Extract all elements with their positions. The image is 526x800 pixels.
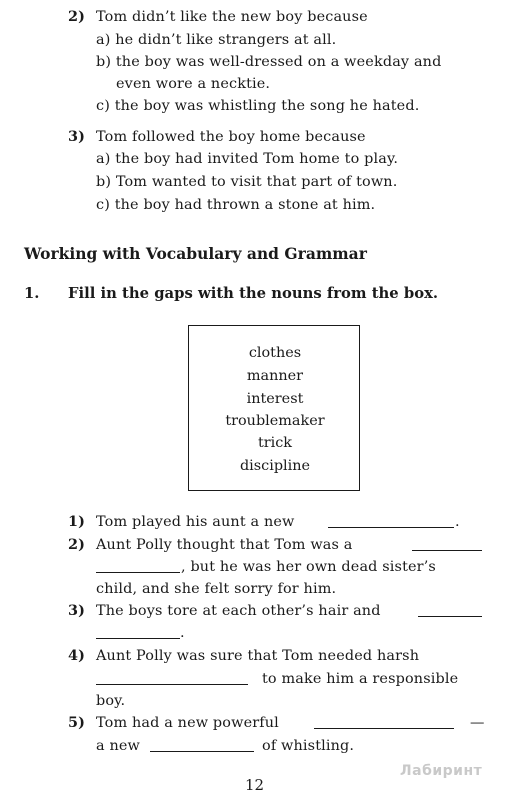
gap1-blank: [328, 527, 454, 528]
word-box-item: trick: [257, 435, 293, 451]
gap2-number: 2): [68, 536, 86, 553]
word-box-item: interest: [246, 391, 304, 407]
gap2-blank-part2: [96, 572, 180, 573]
task-number: 1.: [24, 285, 40, 302]
gap3-blank-part1: [418, 616, 482, 617]
gap1-text: Tom played his aunt a new: [96, 514, 295, 530]
gap5-dash: —: [470, 715, 485, 731]
q3-option-c: c) the boy had thrown a stone at him.: [96, 197, 376, 213]
q2-option-c: c) the boy was whistling the song he hated.: [96, 98, 420, 114]
gap5-text-line2-after: of whistling.: [262, 738, 355, 754]
gap4-number: 4): [68, 647, 86, 664]
gap5-text-line1: Tom had a new powerful: [96, 715, 279, 731]
gap2-text-line1: Aunt Polly thought that Tom was a: [96, 537, 353, 553]
gap5-blank-part2: [150, 751, 254, 752]
task-instruction: Fill in the gaps with the nouns from the box.: [68, 285, 439, 302]
gap5-blank-part1: [314, 728, 454, 729]
publisher-watermark: Лабиринт: [400, 763, 483, 779]
word-box-item: troublemaker: [225, 413, 325, 429]
word-box-item: manner: [246, 368, 304, 384]
q3-option-b: b) Tom wanted to visit that part of town.: [96, 174, 398, 190]
gap5-text-line2-before: a new: [96, 738, 141, 754]
word-box-item: discipline: [239, 458, 311, 474]
gap3-blank-part2: [96, 638, 180, 639]
word-box-item: clothes: [248, 345, 302, 361]
gap1-number: 1): [68, 513, 86, 530]
gap5-number: 5): [68, 714, 86, 731]
q2-option-b-line1: b) the boy was well-dressed on a weekday and: [96, 54, 442, 70]
q2-option-a: a) he didn’t like strangers at all.: [96, 32, 337, 48]
word-box: [188, 325, 360, 491]
gap4-text-line1: Aunt Polly was sure that Tom needed harsh: [96, 648, 420, 664]
gap2-blank-part1: [412, 550, 482, 551]
q3-number: 3): [68, 128, 86, 145]
gap2-text-line2: , but he was her own dead sister’s: [181, 559, 436, 575]
gap4-blank: [96, 684, 248, 685]
gap2-text-line3: child, and she felt sorry for him.: [96, 581, 337, 597]
section-heading: Working with Vocabulary and Grammar: [24, 244, 367, 263]
page-number: 12: [245, 776, 265, 794]
gap3-period: .: [180, 625, 185, 641]
gap3-text: The boys tore at each other’s hair and: [96, 603, 381, 619]
q3-stem: Tom followed the boy home because: [96, 129, 366, 145]
gap4-text-line2: to make him a responsible: [262, 671, 459, 687]
gap1-period: .: [455, 514, 460, 530]
gap4-text-line3: boy.: [96, 693, 126, 709]
q2-stem: Tom didn’t like the new boy because: [96, 9, 368, 25]
q3-option-a: a) the boy had invited Tom home to play.: [96, 151, 399, 167]
q2-option-b-line2: even wore a necktie.: [116, 76, 271, 92]
gap3-number: 3): [68, 602, 86, 619]
q2-number: 2): [68, 8, 86, 25]
